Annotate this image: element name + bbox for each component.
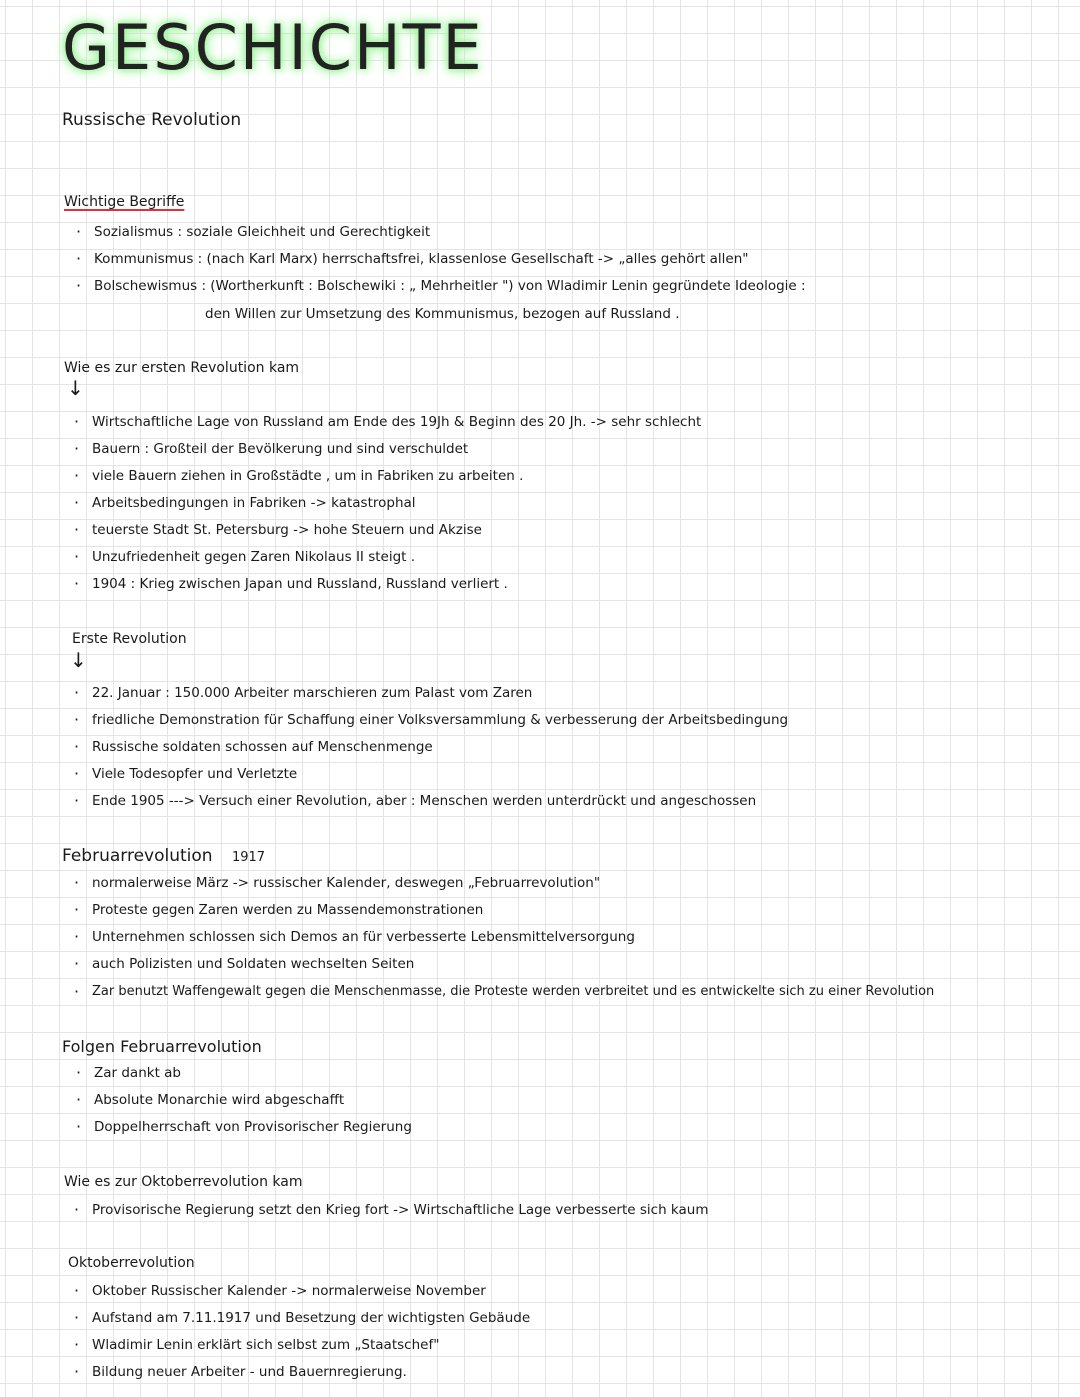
list-item: · viele Bauern ziehen in Großstädte , um in Fabriken zu arbeiten . xyxy=(92,468,523,484)
section-heading-oktoberrevolution: Oktoberrevolution xyxy=(68,1255,195,1271)
list-item: · normalerweise März -> russischer Kalender, deswegen „Februarrevolution" xyxy=(92,875,600,891)
list-item: · Zar benutzt Waffengewalt gegen die Menschenmasse, die Proteste werden verbreitet und es entwickelte sich zu einer Revolution xyxy=(92,984,934,999)
list-item: · teuerste Stadt St. Petersburg -> hohe Steuern und Akzise xyxy=(92,522,482,538)
list-item: · Proteste gegen Zaren werden zu Massendemonstrationen xyxy=(92,902,483,918)
list-item: · Bildung neuer Arbeiter - und Bauernregierung. xyxy=(92,1364,407,1380)
list-item: · Aufstand am 7.11.1917 und Besetzung der wichtigsten Gebäude xyxy=(92,1310,530,1326)
list-item: · Doppelherrschaft von Provisorischer Regierung xyxy=(94,1119,412,1135)
heading-text: Februarrevolution xyxy=(62,846,213,866)
list-item: · Viele Todesopfer und Verletzte xyxy=(92,766,297,782)
section-heading-februarrevolution xyxy=(62,846,265,866)
list-item: · Russische soldaten schossen auf Menschenmenge xyxy=(92,739,433,755)
list-item: · Unzufriedenheit gegen Zaren Nikolaus II steigt . xyxy=(92,549,415,565)
list-item: · Wirtschaftliche Lage von Russland am Ende des 19Jh & Beginn des 20 Jh. -> sehr schlecht xyxy=(92,414,701,430)
list-item: · Provisorische Regierung setzt den Krieg fort -> Wirtschaftliche Lage verbesserte sich kaum xyxy=(92,1202,708,1218)
list-item: · 1904 : Krieg zwischen Japan und Russland, Russland verliert . xyxy=(92,576,508,592)
list-item: · friedliche Demonstration für Schaffung einer Volksversammlung & verbesserung der Arbeitsbedingung xyxy=(92,712,788,728)
list-item: · Absolute Monarchie wird abgeschafft xyxy=(94,1092,344,1108)
list-item: · Wladimir Lenin erklärt sich selbst zum „Staatschef" xyxy=(92,1337,439,1353)
list-item: · 22. Januar : 150.000 Arbeiter marschieren zum Palast vom Zaren xyxy=(92,685,532,701)
section-heading-erste-revolution: Erste Revolution xyxy=(72,631,187,647)
list-item: · Zar dankt ab xyxy=(94,1065,181,1081)
list-item-continuation: den Willen zur Umsetzung des Kommunismus, bezogen auf Russland . xyxy=(205,306,680,322)
down-arrow-icon: ↓ xyxy=(67,376,84,400)
section-heading-ursachen-erste: Wie es zur ersten Revolution kam xyxy=(64,360,300,376)
list-item: · Unternehmen schlossen sich Demos an für verbesserte Lebensmittelversorgung xyxy=(92,929,635,945)
page-title: GESCHICHTE xyxy=(62,11,484,84)
page-subtitle: Russische Revolution xyxy=(62,110,242,130)
list-item: · Ende 1905 ---> Versuch einer Revolution, aber : Menschen werden unterdrückt und angeschossen xyxy=(92,793,756,809)
list-item: · Oktober Russischer Kalender -> normalerweise November xyxy=(92,1283,486,1299)
list-item: · Kommunismus : (nach Karl Marx) herrschaftsfrei, klassenlose Gesellschaft -> „alles gehört allen" xyxy=(94,251,748,267)
list-item: · auch Polizisten und Soldaten wechselten Seiten xyxy=(92,956,414,972)
list-item: · Bolschewismus : (Wortherkunft : Bolschewiki : „ Mehrheitler ") von Wladimir Lenin gegründete Ideologie : xyxy=(94,278,806,294)
heading-year: 1917 xyxy=(231,850,266,865)
section-heading-begriffe: Wichtige Begriffe xyxy=(64,194,185,210)
section-heading-folgen: Folgen Februarrevolution xyxy=(62,1037,262,1056)
down-arrow-icon: ↓ xyxy=(70,648,87,672)
list-item: · Bauern : Großteil der Bevölkerung und sind verschuldet xyxy=(92,441,468,457)
list-item: · Sozialismus : soziale Gleichheit und Gerechtigkeit xyxy=(94,224,430,240)
list-item: · Arbeitsbedingungen in Fabriken -> katastrophal xyxy=(92,495,416,511)
section-heading-ursachen-oktober: Wie es zur Oktoberrevolution kam xyxy=(64,1174,303,1190)
